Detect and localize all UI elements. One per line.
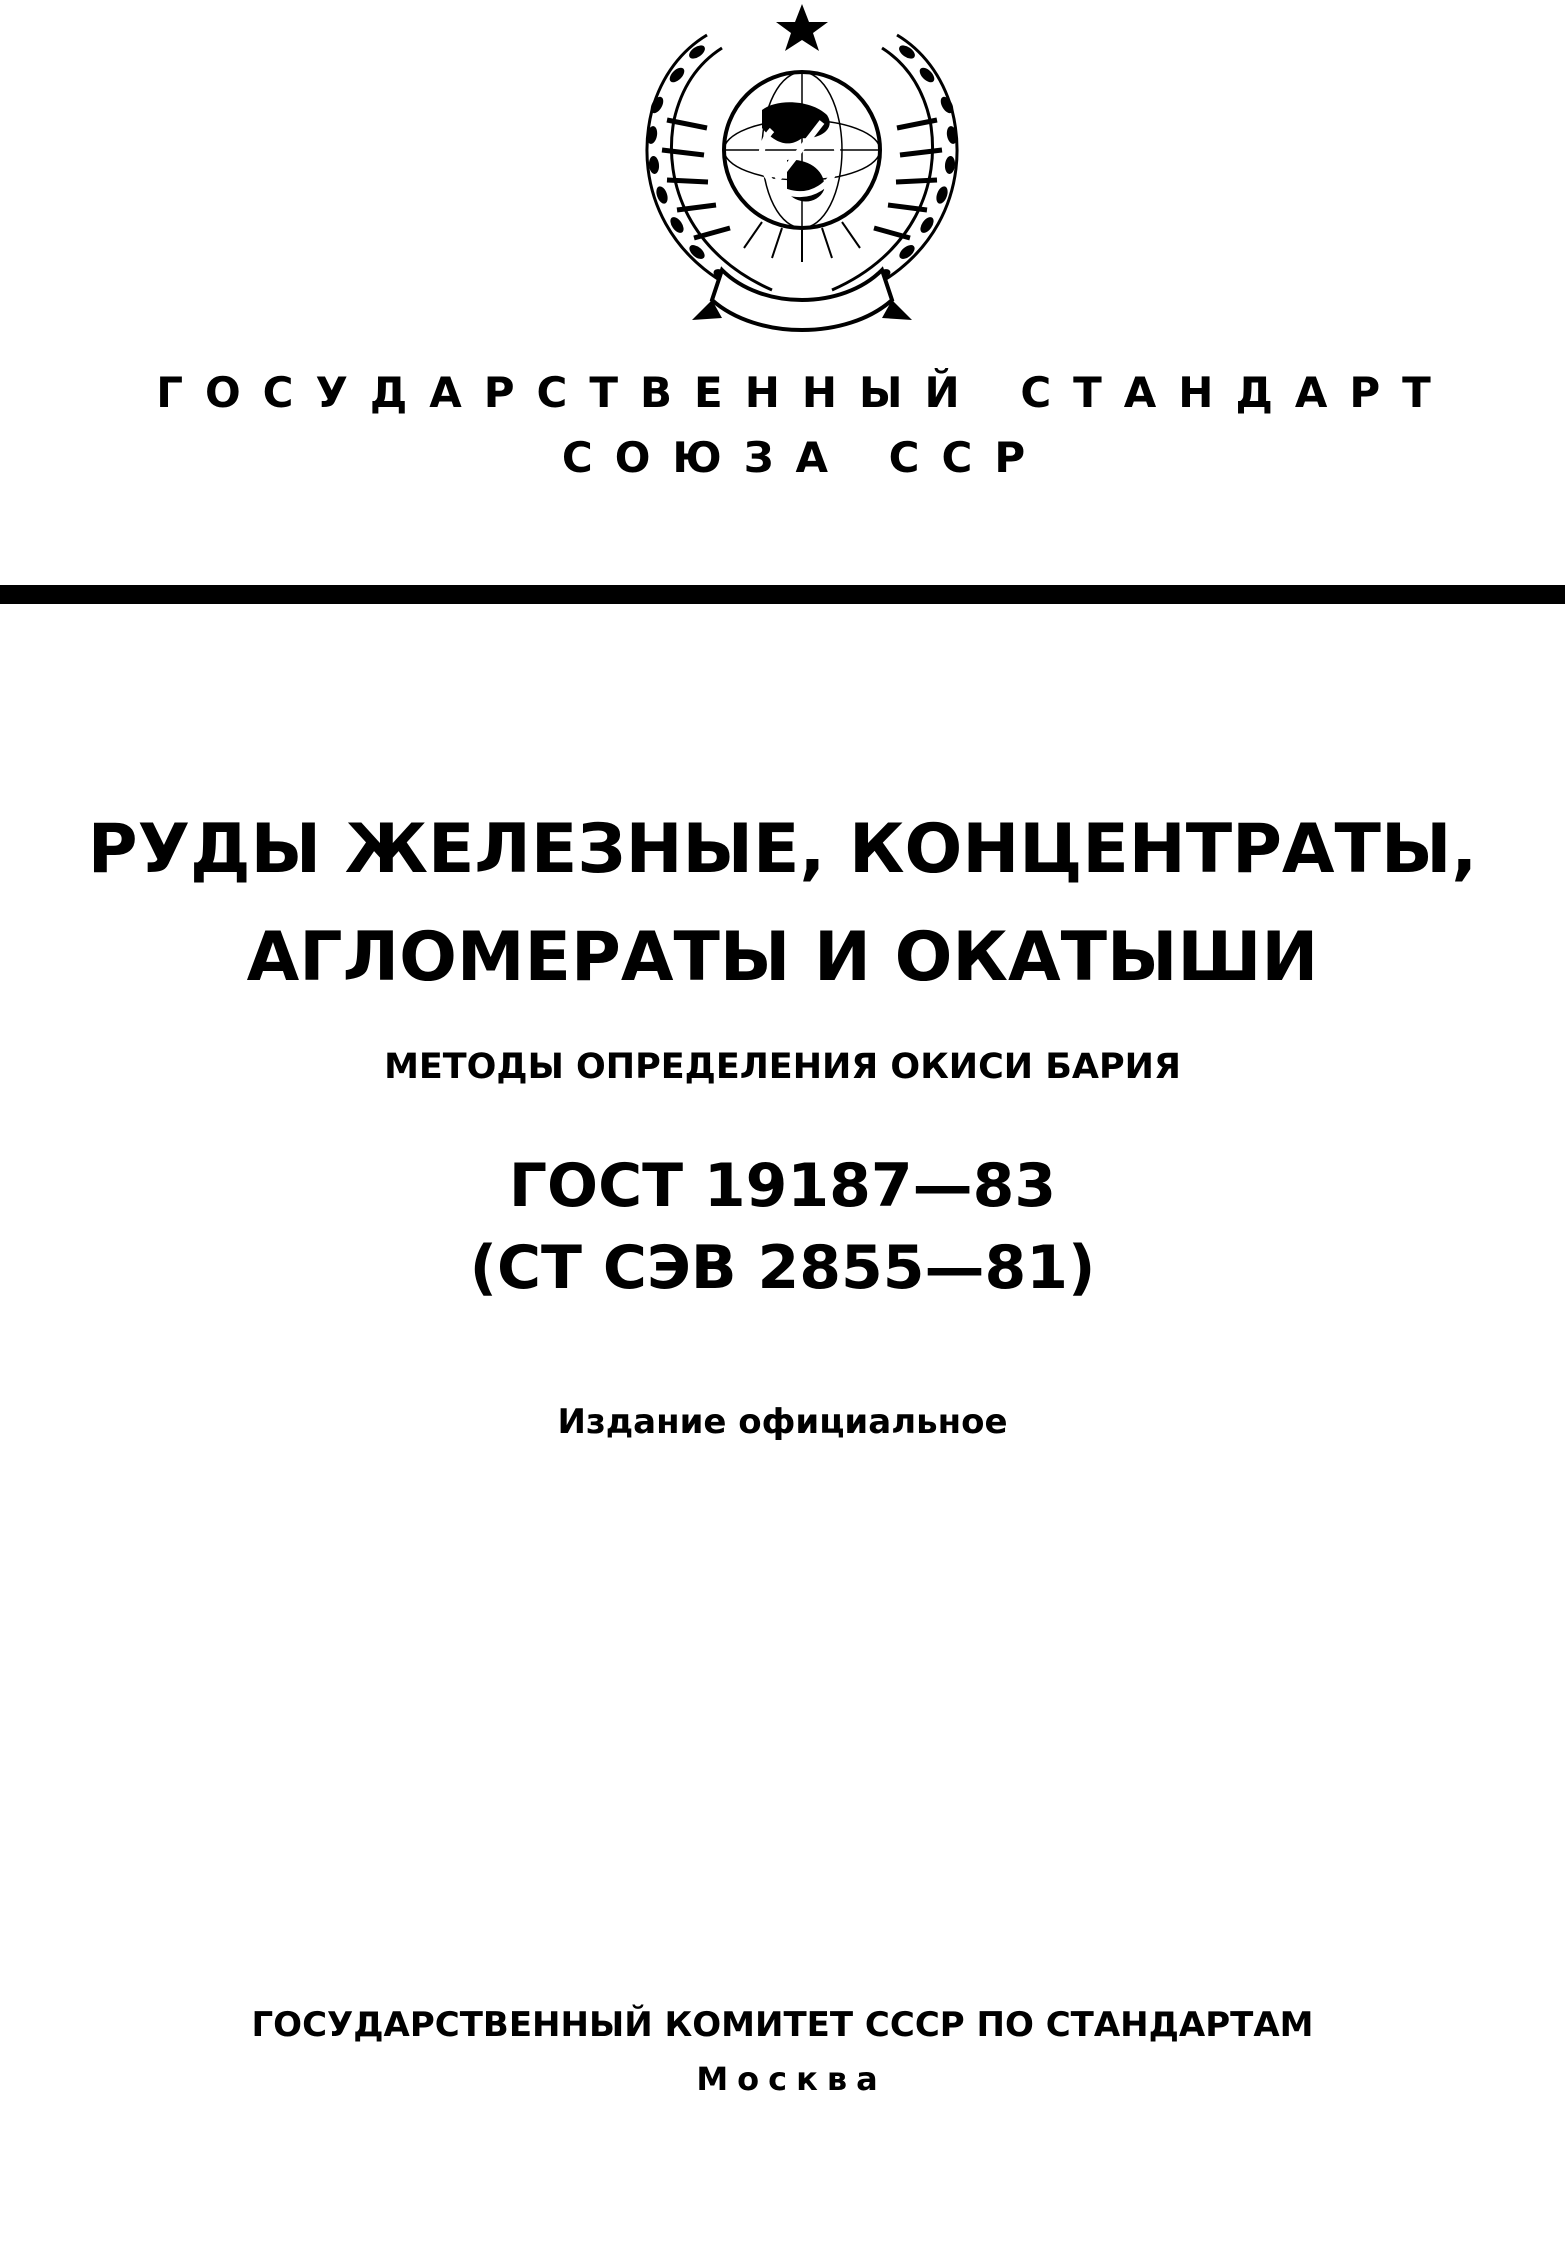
publisher-committee: ГОСУДАРСТВЕННЫЙ КОМИТЕТ СССР ПО СТАНДАРТАМ xyxy=(251,2005,1314,2045)
gost-designation: ГОСТ 19187—83 xyxy=(508,1151,1057,1221)
st-sev-designation: (СТ СЭВ 2855—81) xyxy=(469,1233,1096,1303)
header-state-standard: ГОСУДАРСТВЕННЫЙ СТАНДАРТ xyxy=(156,368,1453,417)
document-title-line-2: АГЛОМЕРАТЫ И ОКАТЫШИ xyxy=(246,918,1319,997)
ussr-state-emblem-icon xyxy=(612,0,992,345)
publisher-city: Москва xyxy=(696,2060,887,2098)
document-subtitle: МЕТОДЫ ОПРЕДЕЛЕНИЯ ОКИСИ БАРИЯ xyxy=(384,1047,1181,1087)
header-ussr: СОЮЗА ССР xyxy=(561,433,1048,482)
document-title-line-1: РУДЫ ЖЕЛЕЗНЫЕ, КОНЦЕНТРАТЫ, xyxy=(87,810,1478,889)
edition-label: Издание официальное xyxy=(557,1402,1008,1442)
divider-rule xyxy=(0,585,1565,604)
